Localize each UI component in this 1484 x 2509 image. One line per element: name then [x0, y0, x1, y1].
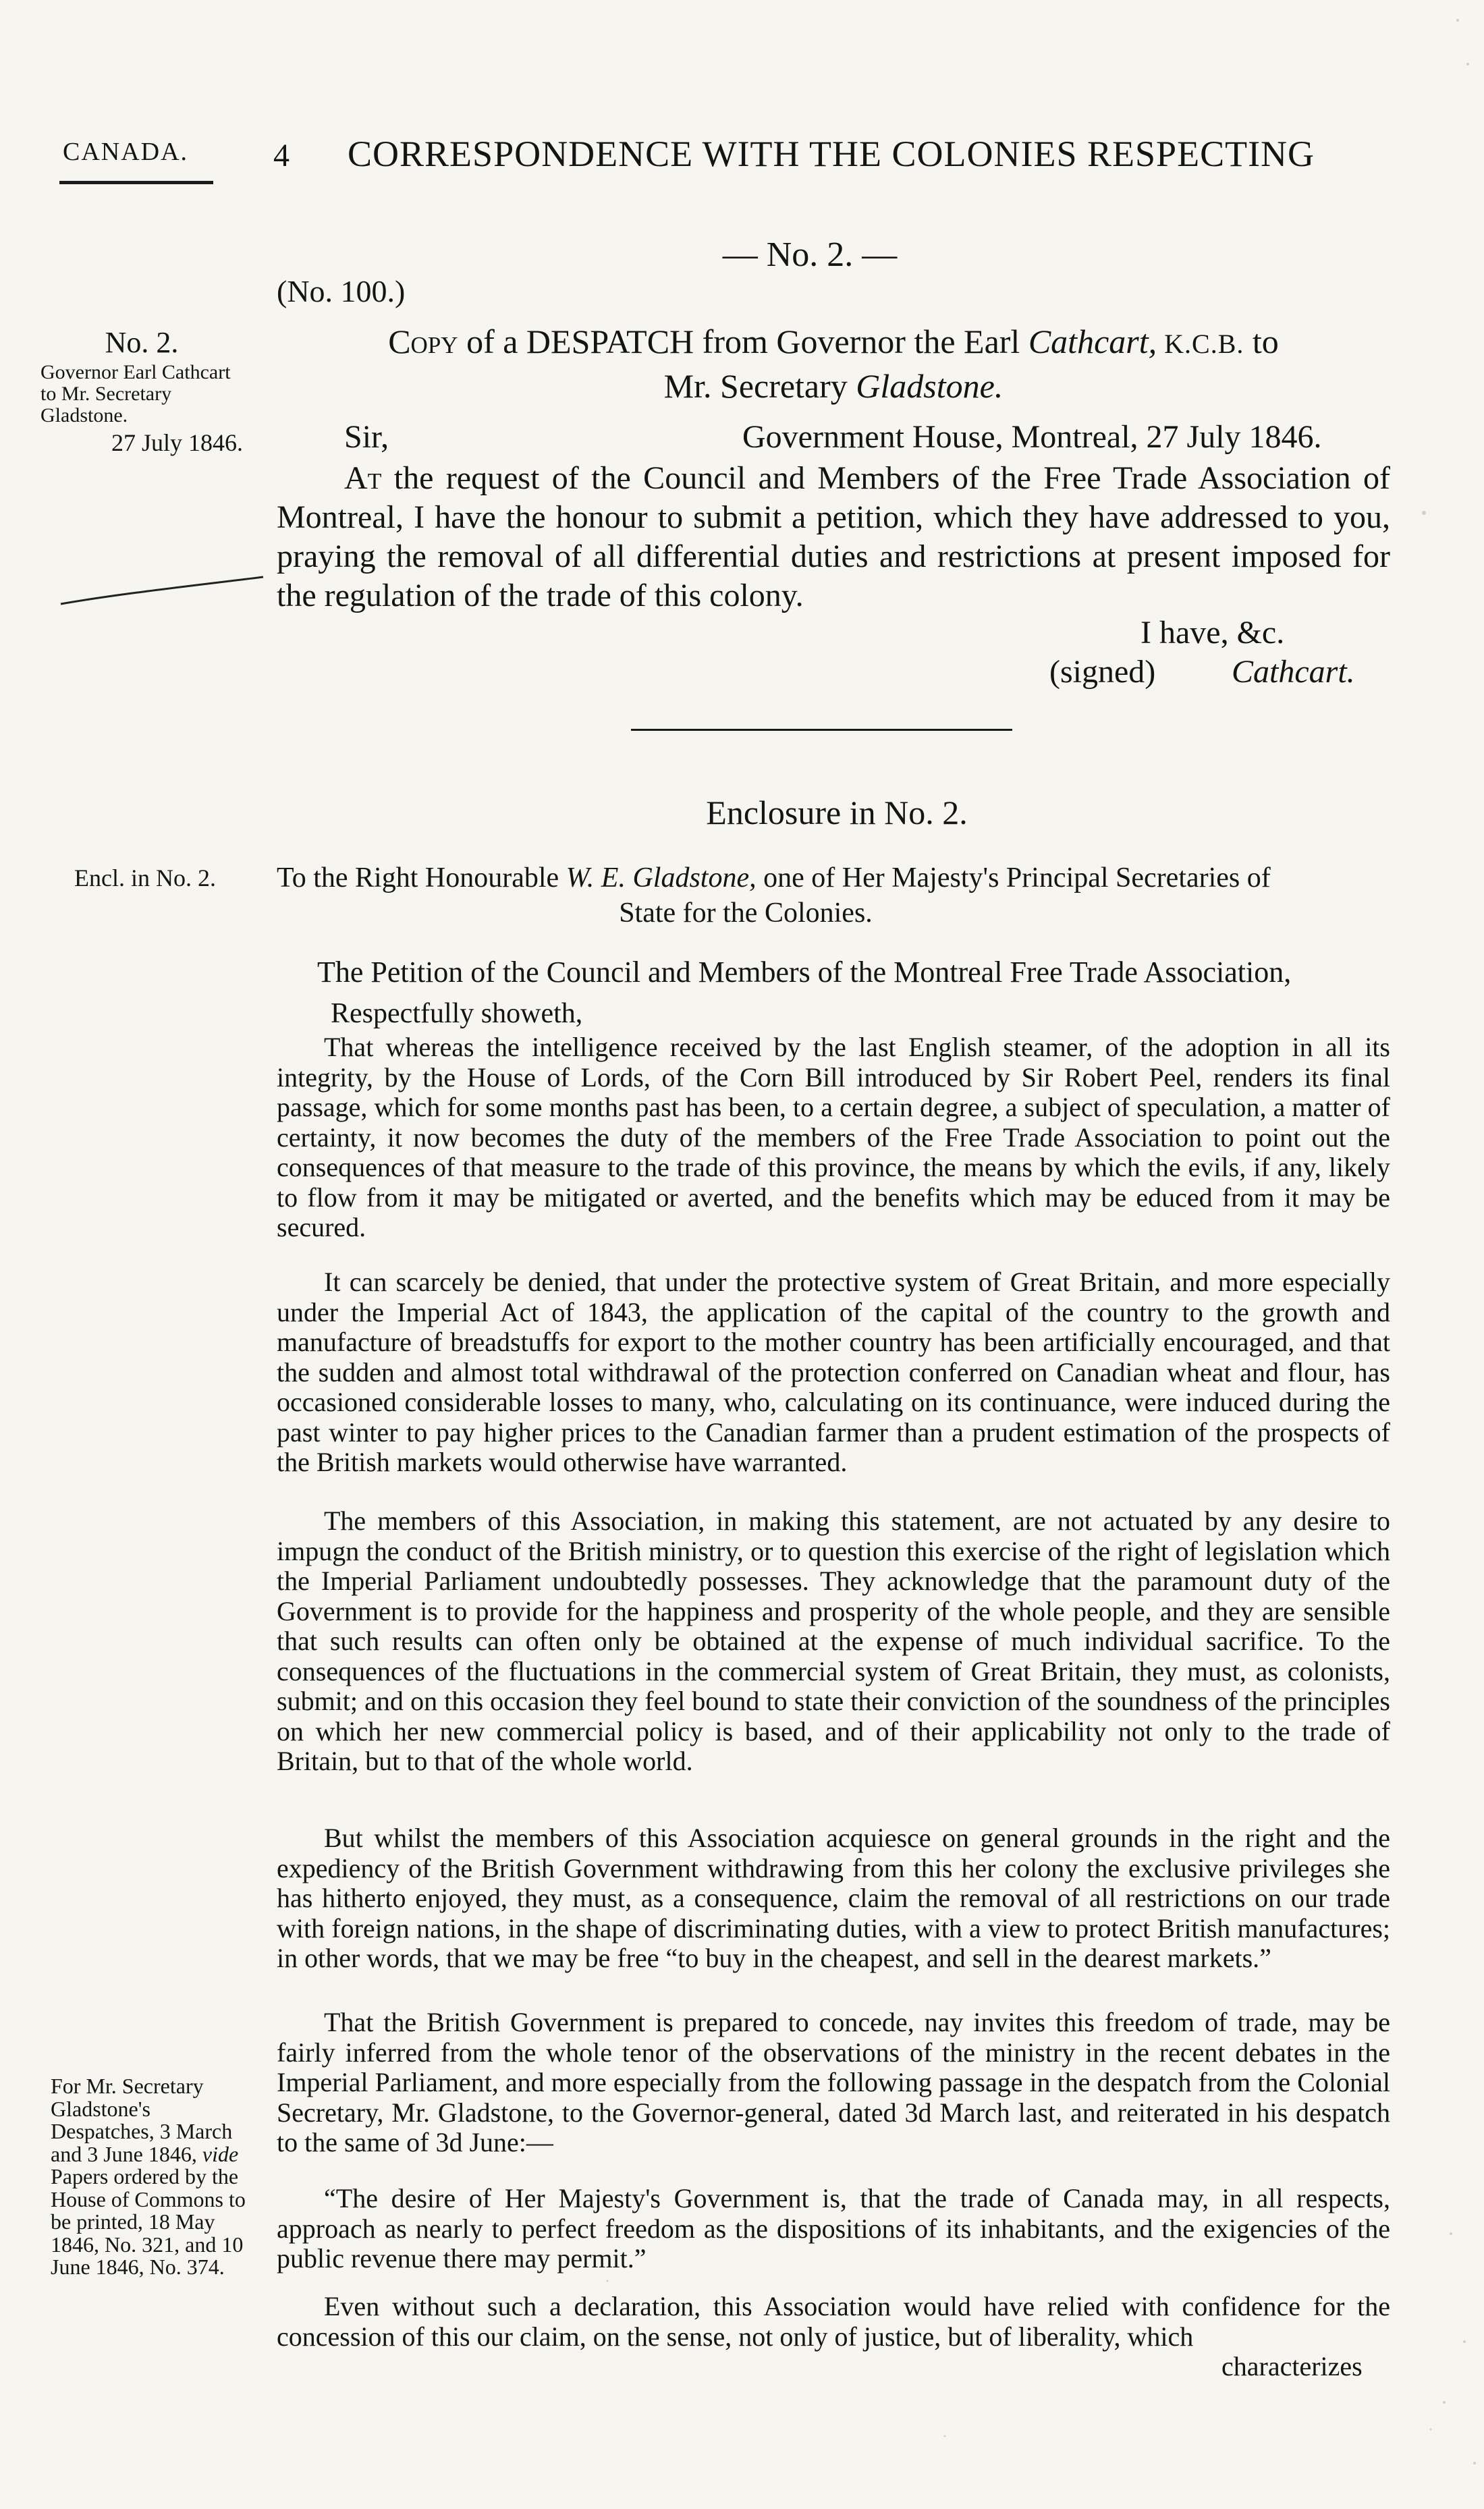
- paragraph-body: the request of the Council and Members of the Free Trade Association of Montreal, I have the honour to submit a petition, which they have addressed to you, praying the removal of all differential duties and restrictions at present imposed for the regulation of the trade of this colony.: [277, 460, 1390, 613]
- petition-title: The Petition of the Council and Members of the Montreal Free Trade Association,: [317, 956, 1292, 989]
- quoted-passage: “The desire of Her Majesty's Government is, that the trade of Canada may, in all respects, approach as nearly to perfect freedom as the dispositions of its inhabitants, and the exigencies of the public revenue there may permit.”: [277, 2183, 1390, 2273]
- section-underline: [59, 181, 213, 184]
- despatch-number: (No. 100.): [277, 274, 406, 308]
- despatch-paragraph: [277, 459, 1390, 615]
- title-lead: Copy: [388, 323, 458, 360]
- closing: I have, &c.: [1141, 615, 1285, 651]
- petition-showeth: Respectfully showeth,: [331, 998, 583, 1029]
- petition-paragraph: That the British Government is prepared to concede, nay invites this freedom of trade, may be fairly inferred from the whole tenor of the observations of the ministry in the recent debates in the Imperial Parliament, and more especially from the following passage in the despatch from the Colonial Secretary, Mr. Gladstone, to the Governor-general, dated 3d March last, and reiterated in his despatch to the same of 3d June:—: [277, 2007, 1390, 2157]
- address-line: [277, 860, 1390, 931]
- address-name: W. E. Gladstone,: [566, 862, 757, 893]
- paragraph-lead: At: [344, 460, 382, 496]
- section-divider: [631, 729, 1012, 731]
- title-honours: K.C.B.: [1157, 329, 1244, 359]
- petition-paragraph: But whilst the members of this Association acquiesce on general grounds in the right and the expediency of the British Government withdrawing from this her colony the exclusive privileges she has hitherto enjoyed, they must, as a consequence, claim the removal of all restrictions on our trade with foreign nations, in the shape of discriminating duties, with a view to protect British manufactures; in other words, that we may be free “to buy in the cheapest, and sell in the dearest markets.”: [277, 1823, 1390, 1973]
- address-start: To the Right Honourable: [277, 862, 566, 893]
- title-line1-end: to: [1244, 323, 1279, 360]
- petition-paragraph-final: Even without such a declaration, this Association would have relied with confidence for the concession of this our claim, on the sense, not only of justice, but of liberality, which: [277, 2291, 1390, 2352]
- margin-note-vide: vide: [202, 2141, 239, 2166]
- pencil-mark: [57, 574, 273, 628]
- margin-note-date: 27 July 1846.: [111, 429, 243, 456]
- running-title: CORRESPONDENCE WITH THE COLONIES RESPECTING: [348, 134, 1315, 174]
- title-line2: Mr. Secretary: [663, 367, 856, 405]
- enclosure-title: Enclosure in No. 2.: [706, 794, 968, 831]
- place-and-date: Government House, Montreal, 27 July 1846.: [742, 419, 1322, 455]
- document-number: — No. 2. —: [722, 236, 898, 274]
- margin-note-text: Governor Earl Cathcart to Mr. Secretary Gladstone.: [40, 361, 231, 426]
- title-name-cathcart: Cathcart,: [1028, 323, 1157, 360]
- title-line1: of a DESPATCH from Governor the Earl: [458, 323, 1028, 360]
- address-rest: one of Her Majesty's Principal Secretaries of: [756, 862, 1271, 893]
- section-label: CANADA.: [63, 138, 189, 166]
- despatch-title: [277, 321, 1390, 407]
- margin-note-reference-b: Papers ordered by the House of Commons to be printed, 18 May 1846, No. 321, and 10 June 1846, No. 374.: [51, 2164, 246, 2279]
- margin-note-reference-a: For Mr. Secretary Gladstone's Despatches, 3 March and 3 June 1846,: [51, 2074, 233, 2166]
- margin-note-heading: No. 2.: [105, 326, 179, 359]
- title-name-gladstone: Gladstone.: [856, 367, 1004, 405]
- signer-name: Cathcart.: [1232, 654, 1355, 690]
- signed-label: (signed): [1049, 654, 1156, 690]
- page-number: 4: [273, 138, 290, 173]
- margin-note-despatch: [40, 324, 243, 459]
- petition-paragraph: That whereas the intelligence received by the last English steamer, of the adoption in all its integrity, by the House of Lords, of the Corn Bill introduced by Sir Robert Peel, renders its final passage, which for some months past has been, to a certain degree, a subject of speculation, a matter of certainty, it now becomes the duty of the members of the Free Trade Association to point out the consequences of that measure to the trade of this province, the means by which the evils, if any, likely to flow from it may be mitigated or averted, and the benefits which may be educed from it may be secured.: [277, 1032, 1390, 1242]
- petition-paragraph: It can scarcely be denied, that under the protective system of Great Britain, and more especially under the Imperial Act of 1843, the application of the capital of the country to the growth and manufacture of breadstuffs for export to the mother country has been artificially encouraged, and that the sudden and almost total withdrawal of the protection conferred on Canadian wheat and flour, has occasioned considerable losses to many, who, calculating on its continuance, were induced during the past winter to pay higher prices to the Canadian farmer than a prudent estimation of the prospects of the British markets would otherwise have warranted.: [277, 1267, 1390, 1477]
- catchword: characterizes: [1221, 2351, 1363, 2381]
- margin-note-reference: [51, 2075, 253, 2279]
- address-line-2: State for the Colonies.: [619, 898, 873, 929]
- margin-note-enclosure: Encl. in No. 2.: [74, 864, 216, 891]
- salutation: Sir,: [344, 419, 389, 455]
- petition-paragraph: The members of this Association, in making this statement, are not actuated by any desire to impugn the conduct of the British ministry, or to question this exercise of the right of legislation which the Imperial Parliament undoubtedly possesses. They acknowledge that the paramount duty of the Government is to provide for the happiness and prosperity of the whole people, and they are sensible that such results can often only be obtained at the expense of much individual sacrifice. To the consequences of the fluctuations in the commercial system of Great Britain, they must, as colonists, submit; and on this occasion they feel bound to state their conviction of the soundness of the principles on which her new commercial policy is based, and of their applicability not only to the trade of Britain, but to that of the whole world.: [277, 1506, 1390, 1776]
